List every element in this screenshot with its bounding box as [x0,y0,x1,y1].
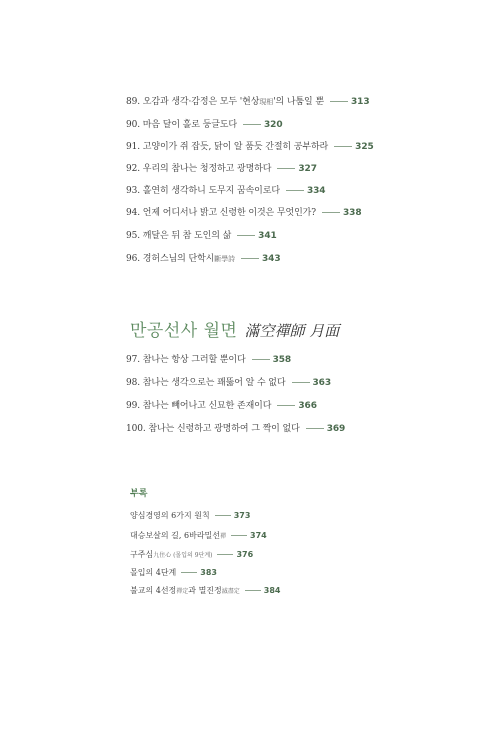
entry-title: 96. 경허스님의 단학시 [126,254,215,264]
appendix-entry[interactable] [130,567,217,578]
toc-entry-89[interactable] [126,96,370,108]
entry-hanja: 九住心 (몰입의 9단계) [153,552,213,559]
entry-hanja: 斷學詩 [214,255,235,263]
toc-entry-90[interactable] [126,119,283,131]
leader-line [292,382,310,383]
entry-hanja: 禪定 [176,588,189,595]
toc-entry-95[interactable] [126,230,277,242]
section-title-hanja: 滿空禪師 月面 [244,322,340,340]
leader-line [277,168,295,169]
toc-entry-92[interactable] [126,163,317,175]
page-number: 313 [351,97,370,107]
page-number: 338 [343,208,362,218]
leader-line [217,554,233,555]
leader-line [243,124,261,125]
leader-line [245,590,261,591]
leader-line [330,101,348,102]
leader-line [237,235,255,236]
entry-title: 불교의 4선정 [130,586,177,595]
page-number: 373 [233,511,251,520]
toc-entry-96[interactable] [126,253,281,265]
page-number: 383 [200,568,217,577]
page-number: 325 [355,142,374,152]
section-heading[interactable] [130,316,339,341]
entry-hanja-2: 滅盡定 [221,588,240,595]
appendix-entry[interactable] [130,530,267,542]
leader-line [322,212,340,213]
entry-title: 90. 마음 달이 홀로 둥글도다 [126,120,237,130]
appendix-heading: 부록 [130,489,148,499]
page-number: 343 [262,254,281,264]
toc-entry-98[interactable] [126,377,331,389]
appendix-entry[interactable] [130,549,253,561]
leader-line [306,428,324,429]
entry-title: 95. 깨달은 뒤 참 도인의 삶 [126,231,232,241]
leader-line [241,258,259,259]
toc-entry-91[interactable] [126,141,374,153]
page-number: 358 [272,355,292,365]
entry-title: 100. 참나는 신령하고 광명하여 그 짝이 없다 [126,424,300,434]
page-number: 341 [258,231,277,241]
page-number: 363 [312,378,331,388]
entry-title: 98. 참나는 생각으로는 꽤뚫어 알 수 없다 [126,378,286,388]
toc-entry-97[interactable] [126,354,291,366]
leader-line [286,190,304,191]
entry-title-cont: 과 멸진정 [188,586,222,595]
entry-title: 94. 언제 어디서나 밝고 신령한 이것은 무엇인가? [126,208,316,218]
entry-title: 92. 우리의 참나는 청정하고 광명하다 [126,164,272,174]
entry-title: 양심경영의 6가지 원칙 [130,511,210,520]
page-number: 334 [306,186,326,196]
entry-title: 91. 고양이가 쥐 잡듯, 닭이 알 품듯 간절히 공부하라 [126,142,329,152]
page-number: 376 [236,550,254,559]
entry-title: 97. 참나는 항상 그러할 뿐이다 [126,355,246,365]
leader-line [215,515,231,516]
leader-line [181,572,197,573]
entry-title: 대승보살의 길, 6바라밀선 [130,531,220,540]
entry-hanja: 現相 [259,98,274,106]
section-title-hangul: 만공선사 월면 [130,321,238,341]
page-number: 384 [263,586,281,595]
appendix-entry[interactable] [130,510,250,521]
leader-line [277,405,295,406]
entry-title: 몰입의 4단계 [130,568,177,577]
entry-title: 89. 오감과 생각·감정은 모두 '현상 [126,97,260,107]
leader-line [252,359,270,360]
page-number: 327 [298,164,317,174]
entry-title: 99. 참나는 빼어나고 신묘한 존재이다 [126,401,272,411]
entry-title: 구주심 [130,550,154,559]
entry-hanja: 禪 [220,533,227,540]
page-number: 369 [326,424,346,434]
entry-title: 93. 홀연히 생각하니 도무지 꿈속이로다 [126,186,280,196]
page-number: 366 [298,401,317,411]
entry-title-cont: '의 나툼일 뿐 [273,97,325,107]
page-number: 320 [264,120,283,130]
toc-entry-99[interactable] [126,400,317,412]
toc-entry-94[interactable] [126,207,362,219]
leader-line [231,535,247,536]
appendix-entry[interactable] [130,585,280,597]
leader-line [334,146,352,147]
toc-entry-100[interactable] [126,423,345,435]
toc-entry-93[interactable] [126,185,325,197]
page-number: 374 [250,531,267,540]
